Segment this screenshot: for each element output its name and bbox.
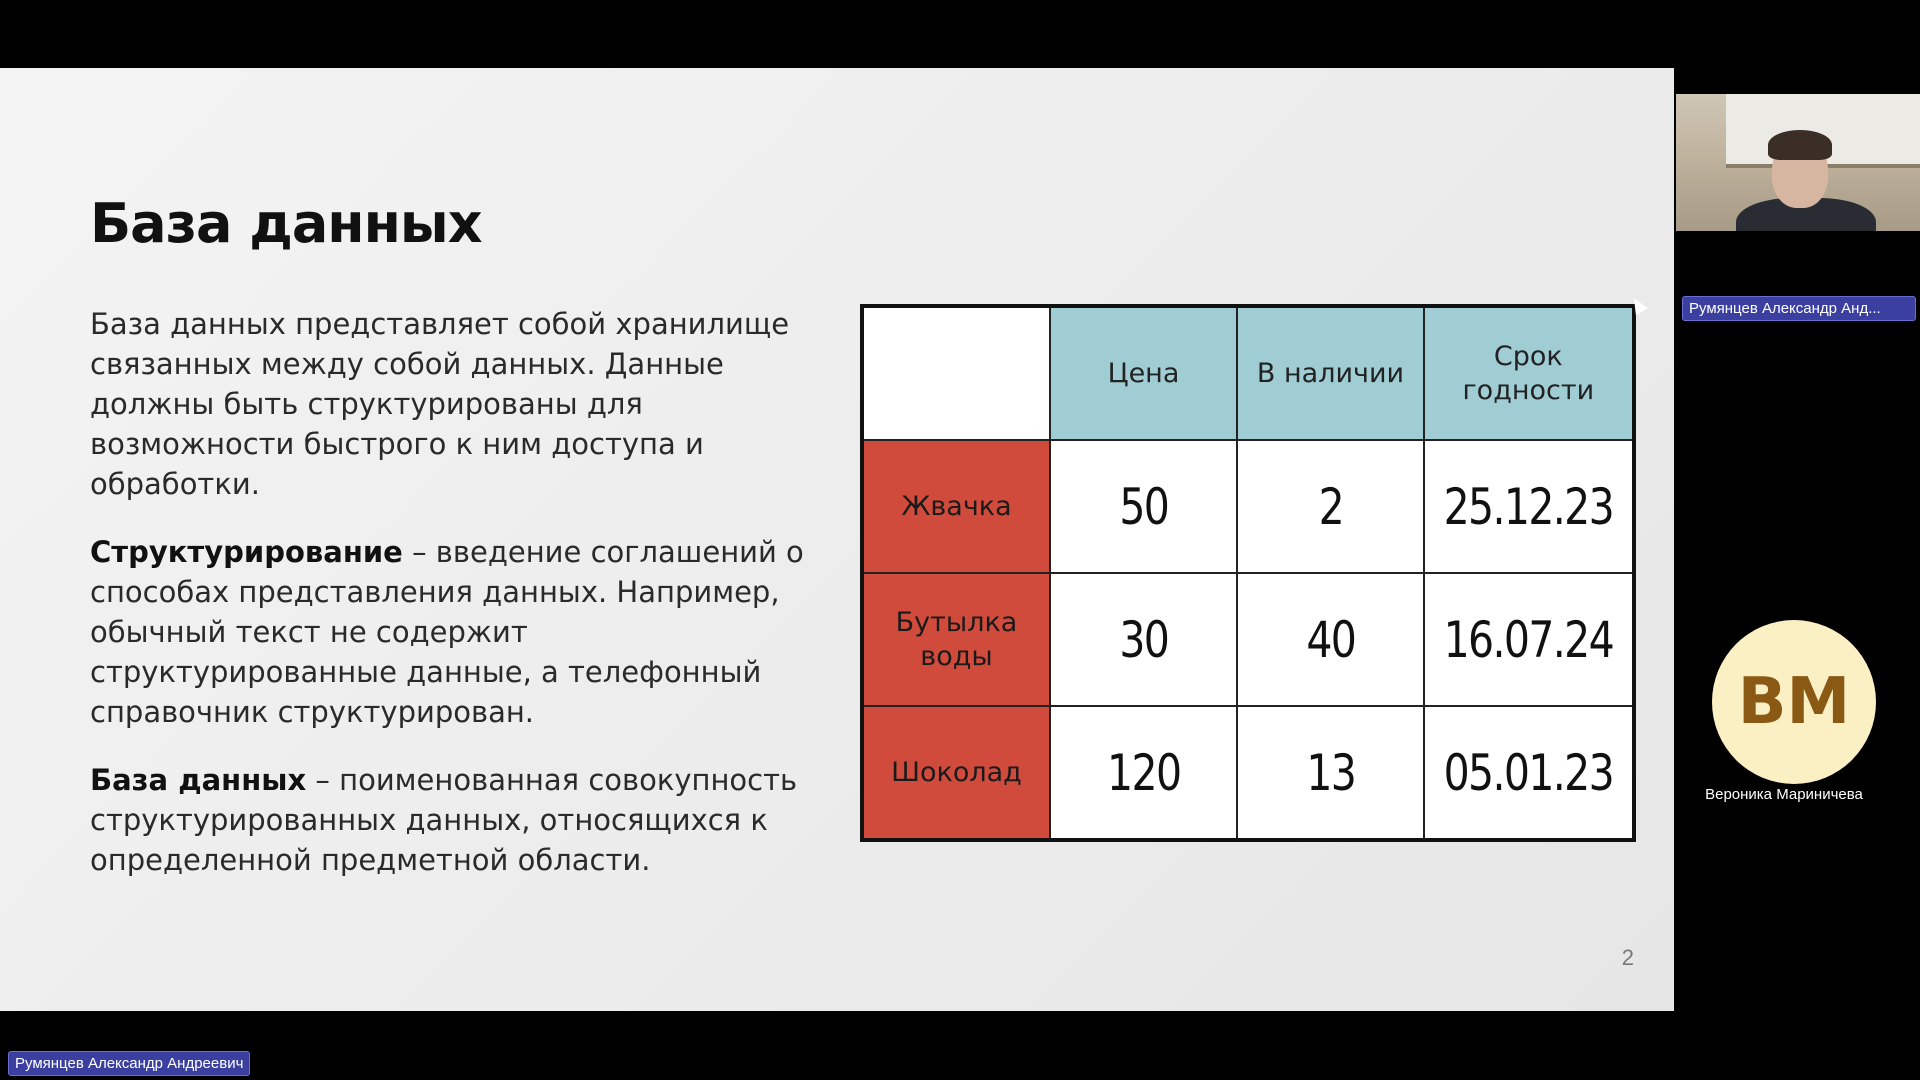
paragraph-database xyxy=(90,760,830,880)
video-participant-name: Румянцев Александр Анд... xyxy=(1682,296,1916,321)
term-database: База данных xyxy=(90,763,307,797)
definition-database: – поименованная совокупность структурированных данных, относящихся к определенной предметной области. xyxy=(90,763,798,877)
table-cell: 30 xyxy=(1050,573,1237,706)
row-header: Шоколад xyxy=(862,706,1050,840)
table-cell: 40 xyxy=(1237,573,1424,706)
person-hair xyxy=(1768,130,1832,160)
slide-title: База данных xyxy=(90,192,482,255)
table-cell: 25.12.23 xyxy=(1424,440,1634,573)
table-cell: 50 xyxy=(1050,440,1237,573)
speaker-name-tag: Румянцев Александр Андреевич xyxy=(8,1051,250,1076)
participant-video[interactable] xyxy=(1676,94,1920,231)
column-header-price: Цена xyxy=(1050,306,1237,440)
paragraph-intro: База данных представляет собой хранилище связанных между собой данных. Данные должны быть структурированы для возможности быстрого к ним доступа и обработки. xyxy=(90,307,790,501)
table-corner-cell xyxy=(862,306,1050,440)
avatar-participant-name: Вероника Мариничева xyxy=(1705,786,1863,803)
column-header-expiry: Срок годности xyxy=(1424,306,1634,440)
term-structuring: Структурирование xyxy=(90,535,403,569)
definition-structuring: – введение соглашений о способах представления данных. Например, обычный текст не содержит структурированные данные, а телефонный справочник структурирован. xyxy=(90,535,804,729)
slide-body xyxy=(90,304,830,908)
slide-page-number: 2 xyxy=(1621,945,1634,970)
table-row xyxy=(862,440,1634,573)
data-table xyxy=(860,304,1636,842)
table-cell: 120 xyxy=(1050,706,1237,840)
paragraph-structuring xyxy=(90,532,830,732)
row-header: Бутылка воды xyxy=(862,573,1050,706)
data-table-wrapper xyxy=(860,304,1636,842)
participant-avatar[interactable]: ВМ xyxy=(1712,620,1876,784)
table-header-row xyxy=(862,306,1634,440)
table-cell: 16.07.24 xyxy=(1424,573,1634,706)
table-cell: 05.01.23 xyxy=(1424,706,1634,840)
table-cell: 13 xyxy=(1237,706,1424,840)
table-cell: 2 xyxy=(1237,440,1424,573)
row-header: Жвачка xyxy=(862,440,1050,573)
table-row xyxy=(862,573,1634,706)
presentation-slide xyxy=(0,68,1674,1011)
column-header-stock: В наличии xyxy=(1237,306,1424,440)
table-row xyxy=(862,706,1634,840)
